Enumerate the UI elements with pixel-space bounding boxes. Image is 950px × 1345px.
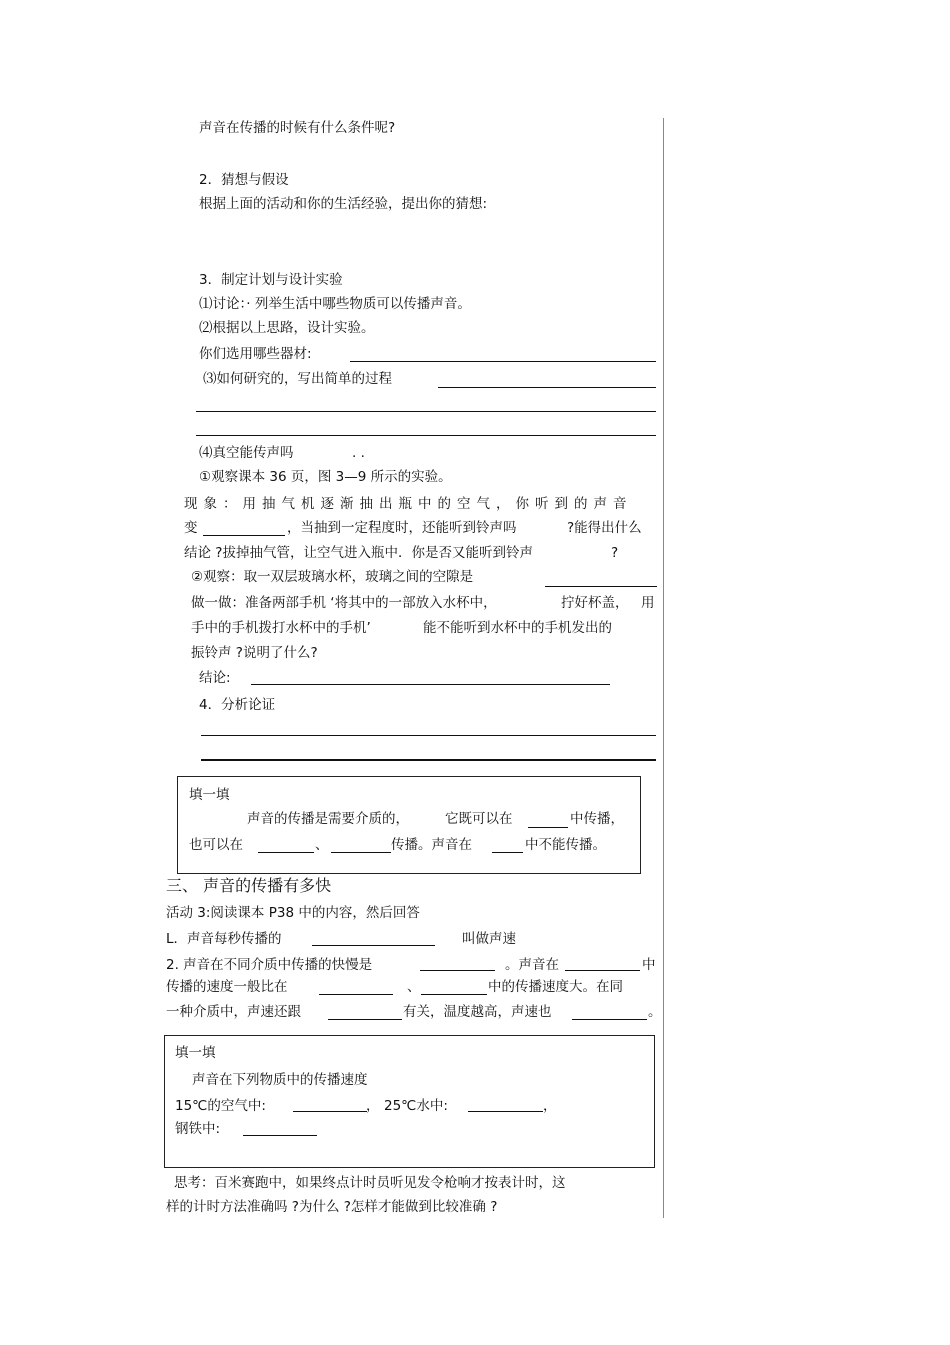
phenomenon-line-2c: ?能得出什么 <box>567 520 642 536</box>
q1-suffix: 叫做声速 <box>462 931 516 947</box>
item-discuss: ⑴讨论：· 列举生活中哪些物质可以传播声音。 <box>199 296 471 312</box>
water-speed-blank[interactable] <box>468 1111 543 1112</box>
conclusion-label: 结论: <box>199 670 231 686</box>
section-4-title: 4．分析论证 <box>199 697 276 713</box>
speed-trend-blank[interactable] <box>572 1019 647 1020</box>
box1-line1a: 声音的传播是需要介质的， <box>247 811 409 827</box>
materials-blank[interactable] <box>350 361 656 362</box>
materials-label: 你们选用哪些器材: <box>199 346 312 362</box>
q2-line1c: 中 <box>642 957 656 973</box>
vacuum-question: ⑷真空能传声吗 <box>199 445 294 461</box>
water-label: 25℃水中: <box>384 1098 448 1114</box>
box1-line2a: 也可以在 <box>189 837 243 853</box>
observe-1: ①观察课本 36 页，图 3—9 所示的实验。 <box>199 469 452 485</box>
box1-line1c: 中传播， <box>570 811 624 827</box>
intro-question: 声音在传播的时候有什么条件呢? <box>199 120 396 136</box>
process-blank-2[interactable] <box>196 411 656 412</box>
steel-speed-blank[interactable] <box>243 1135 317 1136</box>
process-label: ⑶如何研究的，写出简单的过程 <box>203 371 392 387</box>
comma-2: ， <box>543 1098 557 1114</box>
box1-line2c: 传播。声音在 <box>391 837 472 853</box>
process-blank-1[interactable] <box>438 387 656 388</box>
steel-label: 钢铁中: <box>175 1121 221 1137</box>
q2-line3c: 。 <box>648 1004 662 1020</box>
observe-2: ②观察：取一双层玻璃水杯，玻璃之间的空隙是 <box>191 569 474 585</box>
think-line-1: 思考：百米赛跑中，如果终点计时员听见发令枪响才按表计时，这 <box>174 1175 566 1191</box>
medium-blank-3[interactable] <box>331 852 391 853</box>
try-line-3: 振铃声 ?说明了什么? <box>191 645 318 661</box>
section-three-heading: 三、 声音的传播有多快 <box>166 876 332 895</box>
section-2-title: 2．猜想与假设 <box>199 172 289 188</box>
vacuum-dots: . . <box>352 445 365 461</box>
medium-blank-1[interactable] <box>528 827 568 828</box>
slower-medium-blank-1[interactable] <box>319 994 393 995</box>
try-line-2a: 手中的手机拨打水杯中的手机’ <box>191 620 371 636</box>
section-3-title: 3．制定计划与设计实验 <box>199 272 343 288</box>
no-transmit-blank[interactable] <box>492 852 523 853</box>
medium-blank-2[interactable] <box>258 852 314 853</box>
phenomenon-line-2b: ，当抽到一定程度时，还能听到铃声吗 <box>287 520 517 536</box>
box2-subtitle: 声音在下列物质中的传播速度 <box>192 1072 368 1088</box>
process-blank-3[interactable] <box>196 435 656 436</box>
box2-title: 填一填 <box>175 1045 216 1061</box>
analysis-blank-1[interactable] <box>201 735 656 736</box>
q2-line2a: 传播的速度一般比在 <box>166 979 288 995</box>
air-label: 15℃的空气中: <box>175 1098 266 1114</box>
phenomenon-line-2a: 变 <box>184 520 198 536</box>
q2-line2c: 中的传播速度大。在同 <box>488 979 623 995</box>
q2-line1a: 2. 声音在不同介质中传播的快慢是 <box>166 957 373 973</box>
box1-line2d: 中不能传播。 <box>525 837 606 853</box>
q2-line2b: 、 <box>407 979 421 995</box>
fastest-medium-blank[interactable] <box>565 970 640 971</box>
sound-change-blank[interactable] <box>203 535 285 536</box>
box1-line2b: 、 <box>315 837 329 853</box>
item-design: ⑵根据以上思路，设计实验。 <box>199 320 375 336</box>
air-speed-blank[interactable] <box>293 1111 367 1112</box>
phenomenon-line-3b: ? <box>611 545 619 561</box>
speed-definition-blank[interactable] <box>312 945 435 946</box>
try-line-2b: 能不能听到水杯中的手机发出的 <box>423 620 612 636</box>
phenomenon-line-3a: 结论 ?拔掉抽气管，让空气进入瓶中．你是否又能听到铃声 <box>184 545 533 561</box>
phenomenon-line-1: 现象：用抽气机逐渐抽出瓶中的空气，你听到的声音 <box>184 496 633 512</box>
hypothesis-prompt: 根据上面的活动和你的生活经验，提出你的猜想: <box>199 196 488 212</box>
try-line-1c: 用 <box>641 595 655 611</box>
slower-medium-blank-2[interactable] <box>421 994 487 995</box>
box1-line1b: 它既可以在 <box>445 811 513 827</box>
q2-line1b: 。声音在 <box>505 957 559 973</box>
related-factor-blank[interactable] <box>328 1019 402 1020</box>
page-margin-line <box>663 118 664 1218</box>
speed-difference-blank[interactable] <box>420 970 495 971</box>
q2-line3a: 一种介质中，声速还跟 <box>166 1004 301 1020</box>
q1-label: L．声音每秒传播的 <box>166 931 282 947</box>
analysis-blank-2[interactable] <box>201 759 656 761</box>
activity-3: 活动 3:阅读课本 P38 中的内容，然后回答 <box>166 905 420 921</box>
comma-1: ， <box>366 1098 380 1114</box>
think-line-2: 样的计时方法准确吗 ?为什么 ?怎样才能做到比较准确 ? <box>166 1199 498 1215</box>
q2-line3b: 有关，温度越高，声速也 <box>403 1004 552 1020</box>
try-line-1a: 做一做：准备两部手机 ‘将其中的一部放入水杯中， <box>191 595 497 611</box>
box1-title: 填一填 <box>189 787 230 803</box>
conclusion-blank[interactable] <box>251 684 610 685</box>
gap-blank[interactable] <box>545 586 657 587</box>
try-line-1b: 拧好杯盖， <box>561 595 629 611</box>
